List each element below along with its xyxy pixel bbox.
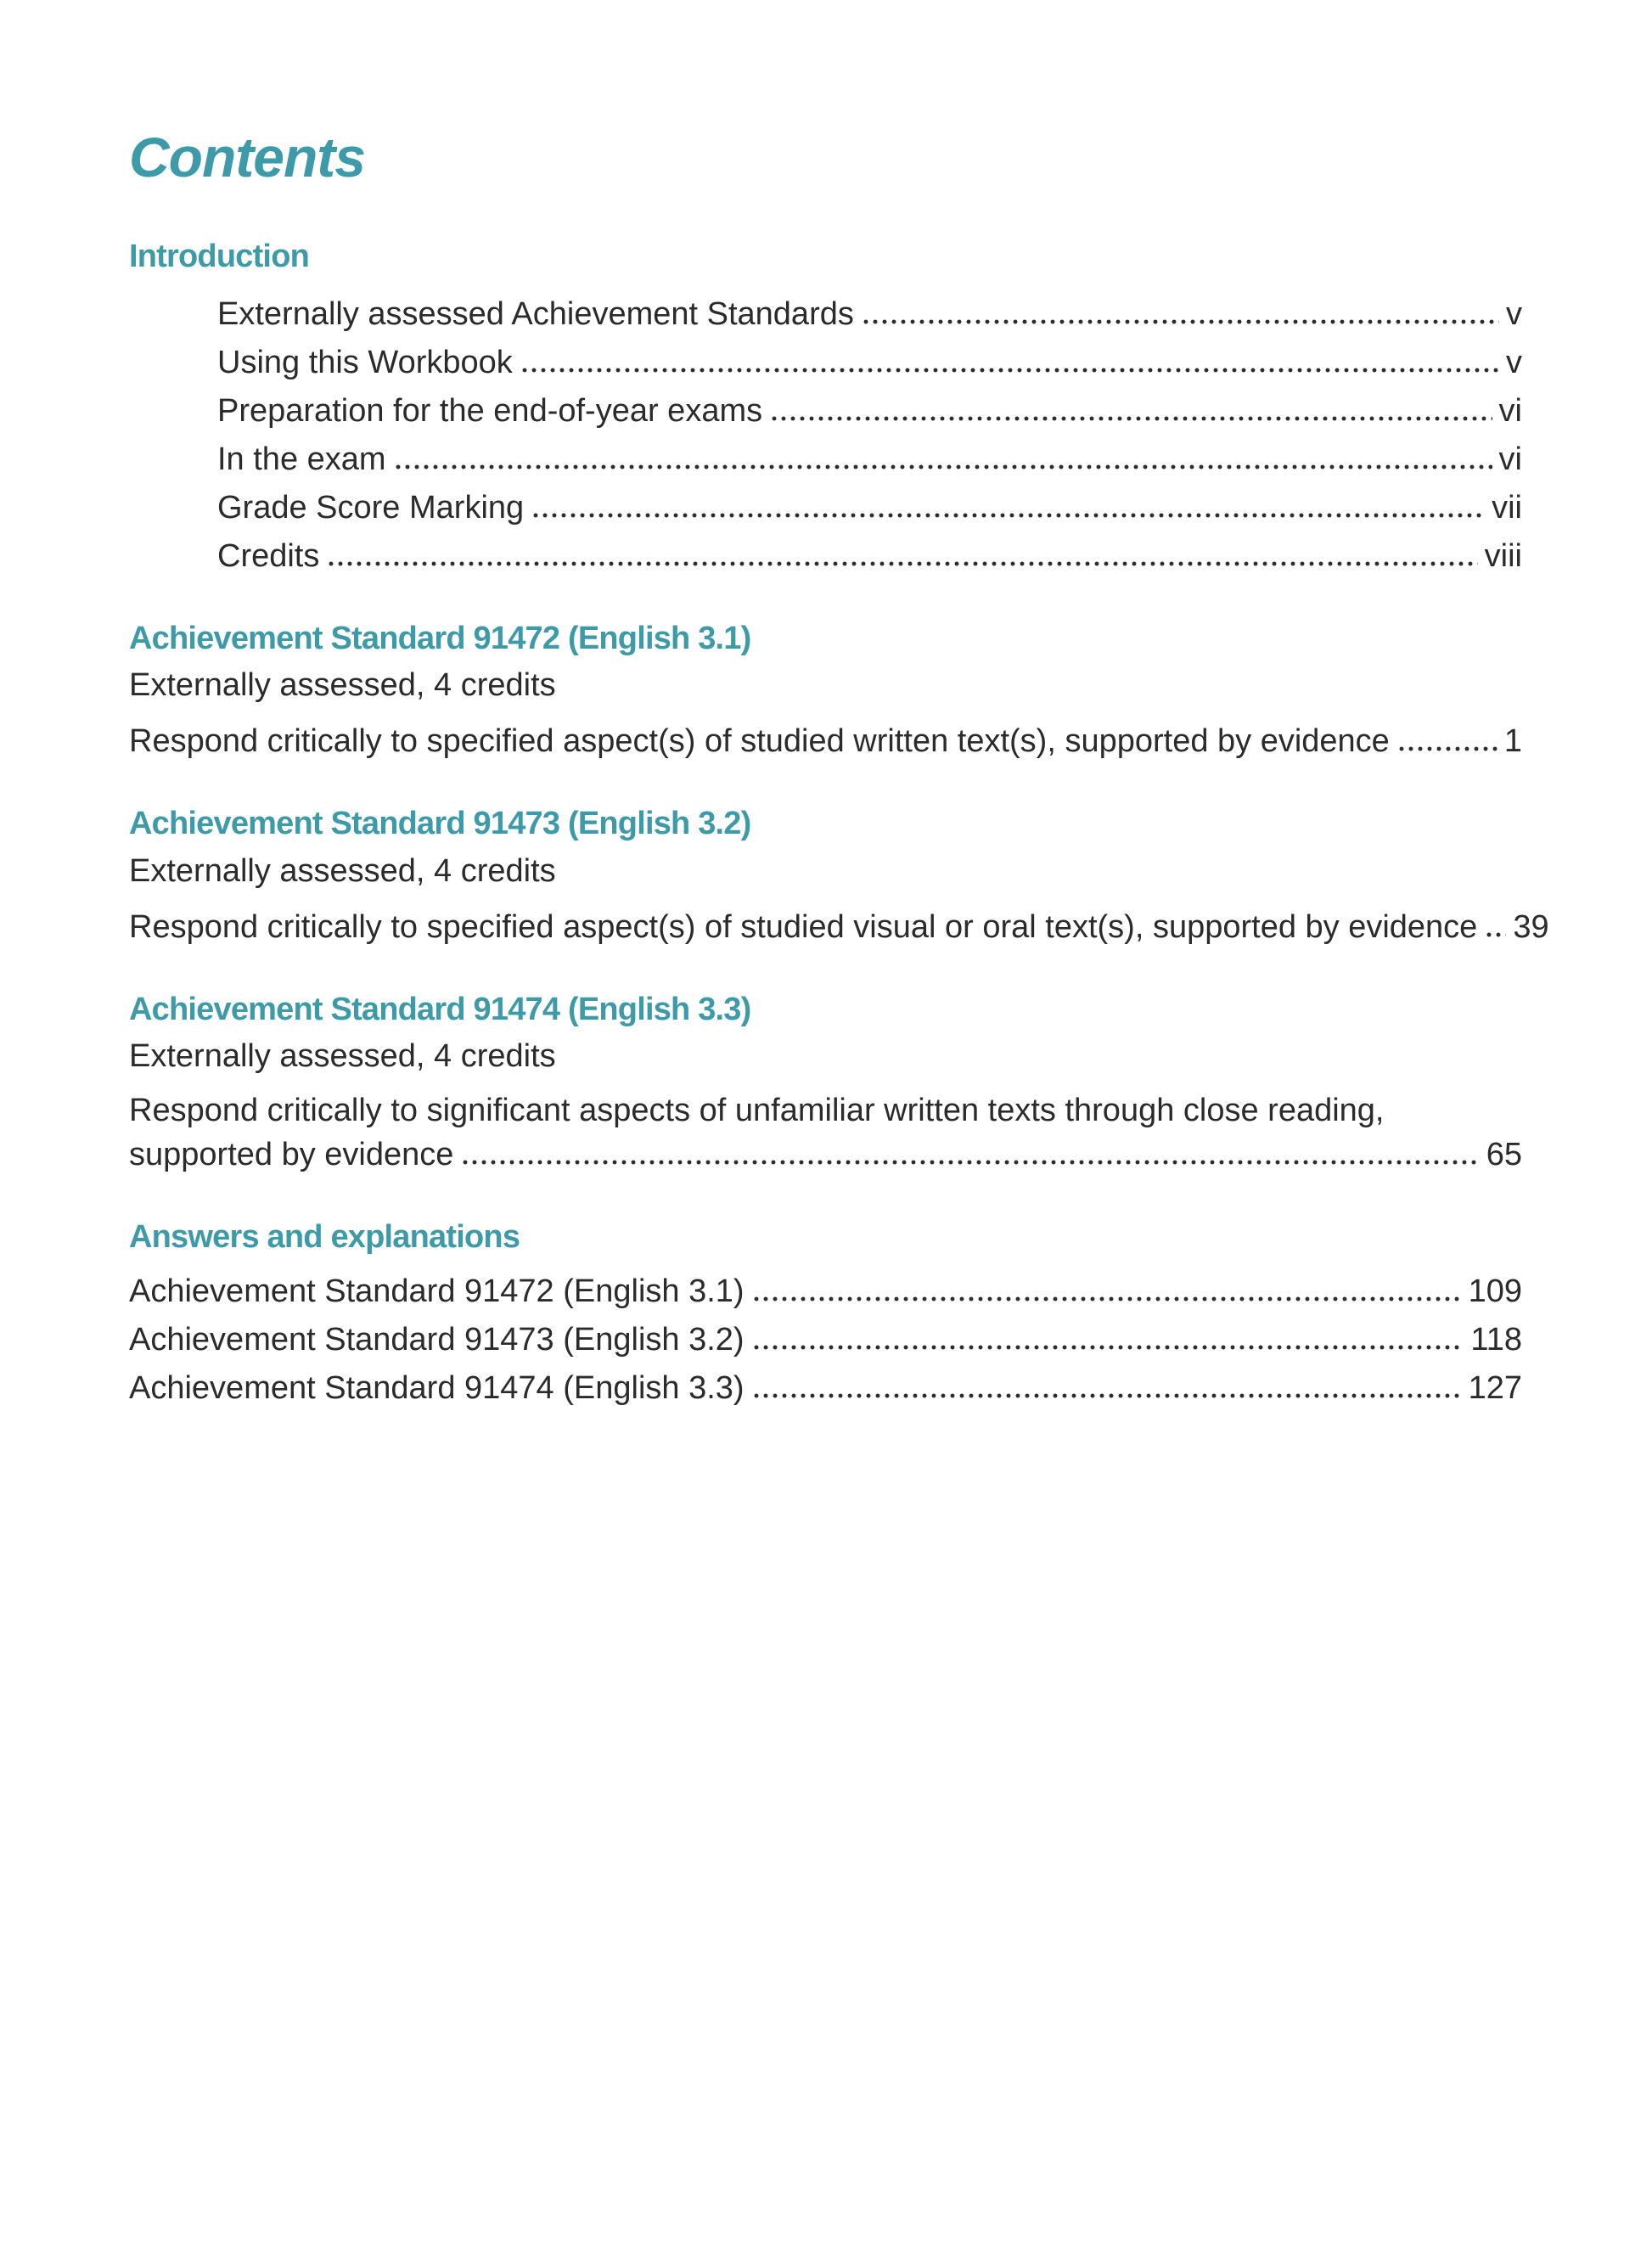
standard-description-text: Respond critically to significant aspects of unfamiliar written texts through close reading, [129, 1093, 1385, 1129]
toc-entry [129, 334, 1522, 382]
dot-leader [395, 463, 1492, 471]
standard-description-text: Respond critically to specified aspect(s) of studied written text(s), supported by evidence [129, 723, 1390, 760]
standard-credits: Externally assessed, 4 credits [129, 667, 556, 704]
toc-entry [129, 479, 1522, 527]
standard-credits: Externally assessed, 4 credits [129, 1038, 556, 1075]
dot-leader [462, 1158, 1479, 1167]
toc-entry-page: vi [1498, 441, 1522, 477]
toc-entry [129, 527, 1522, 576]
toc-entry [129, 1359, 1522, 1408]
standard-heading: Achievement Standard 91473 (English 3.2) [129, 806, 751, 842]
standard-91474-section [129, 991, 1522, 1175]
contents-text-block [129, 0, 1549, 1408]
dot-leader [1486, 930, 1506, 939]
standard-page: 1 [1503, 723, 1522, 760]
dot-leader [532, 511, 1485, 520]
toc-entry-label: Grade Score Marking [217, 489, 525, 526]
toc-entry-label: Preparation for the end-of-year exams [217, 392, 763, 429]
toc-entry [129, 1132, 1522, 1174]
answers-heading: Answers and explanations [129, 1219, 520, 1256]
toc-entry-page: 118 [1470, 1321, 1522, 1358]
toc-entry-label: Achievement Standard 91472 (English 3.1) [129, 1273, 745, 1309]
standard-page: 65 [1486, 1137, 1522, 1173]
dot-leader [753, 1391, 1462, 1400]
answers-section [129, 1218, 1522, 1408]
toc-entry-page: vii [1492, 489, 1522, 526]
dot-leader [521, 366, 1499, 374]
toc-entry-label: In the exam [217, 441, 386, 477]
toc-entry [129, 904, 1549, 947]
dot-leader [753, 1343, 1464, 1352]
dot-leader [771, 414, 1492, 423]
dot-leader [863, 318, 1499, 326]
toc-entry [129, 718, 1522, 761]
introduction-heading: Introduction [129, 239, 310, 274]
toc-entry-label: Externally assessed Achievement Standards [217, 295, 854, 332]
toc-entry-page: vi [1498, 392, 1522, 429]
standard-heading: Achievement Standard 91474 (English 3.3) [129, 991, 751, 1027]
page-title: Contents [129, 126, 365, 188]
introduction-toc-list [129, 285, 1522, 576]
toc-entry [129, 382, 1522, 430]
toc-entry-label: Using this Workbook [217, 344, 513, 380]
standard-description [129, 718, 1522, 761]
standard-description [129, 1089, 1522, 1174]
toc-entry [129, 285, 1522, 334]
toc-entry [129, 1262, 1522, 1311]
toc-entry-label: Achievement Standard 91474 (English 3.3) [129, 1369, 745, 1406]
standard-description [129, 904, 1549, 947]
standard-91472-section [129, 620, 1522, 762]
toc-entry-page: 109 [1468, 1273, 1522, 1309]
standard-credits: Externally assessed, 4 credits [129, 852, 556, 889]
answers-toc-list [129, 1262, 1522, 1408]
introduction-section [129, 238, 1522, 576]
standard-description-continuation: supported by evidence [129, 1137, 454, 1173]
toc-entry-page: 127 [1468, 1369, 1522, 1406]
standard-91473-section [129, 805, 1549, 947]
standard-page: 39 [1513, 908, 1549, 945]
toc-entry-page: v [1506, 295, 1522, 332]
toc-entry [129, 430, 1522, 479]
dot-leader [328, 559, 1477, 568]
toc-entry-label: Credits [217, 537, 320, 574]
toc-entry [129, 1311, 1522, 1359]
toc-entry-page: viii [1484, 537, 1522, 574]
dot-leader [753, 1295, 1462, 1303]
toc-entry-page: v [1506, 344, 1522, 380]
dot-leader [1398, 745, 1497, 753]
toc-entry-label: Achievement Standard 91473 (English 3.2) [129, 1321, 745, 1358]
standard-description-text: Respond critically to specified aspect(s) of studied visual or oral text(s), supported by evidence [129, 908, 1478, 945]
standard-heading: Achievement Standard 91472 (English 3.1) [129, 620, 751, 656]
